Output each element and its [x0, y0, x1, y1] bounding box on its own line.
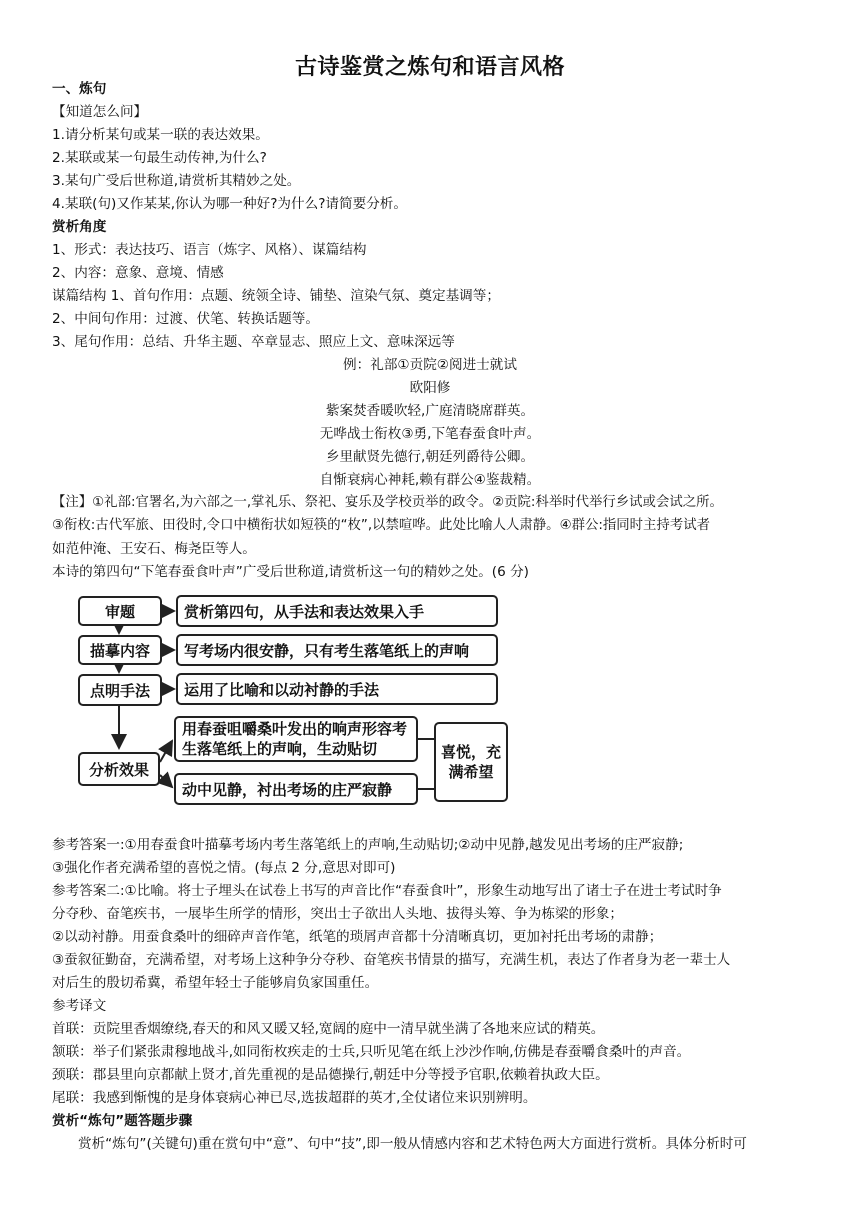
step-shenti: 审题 [78, 596, 162, 626]
step-dianming-text: 运用了比喻和以动衬静的手法 [176, 673, 498, 705]
poem-line-4: 自惭衰病心神耗,赖有群公④鉴裁精。 [319, 472, 541, 488]
question-1: 1.请分析某句或某一联的表达效果。 [52, 127, 269, 143]
question-3: 3.某句广受后世称道,请赏析其精妙之处。 [52, 173, 301, 189]
step-miaomo: 描摹内容 [78, 635, 162, 665]
arrow-effect2 [160, 775, 172, 787]
poem-title: 例：礼部①贡院②阅进士就试 [343, 357, 517, 373]
answer-2-line-3: ②以动衬静。用蚕食桑叶的细碎声音作笔，纸笔的琐屑声音都十分清晰真切，更加衬托出考场的肃静； [52, 929, 663, 945]
subheading: 【知道怎么问】 [52, 104, 148, 120]
translation-heading: 参考译文 [52, 998, 107, 1014]
question-4: 4.某联(句)又作某某,你认为哪一种好?为什么?请简要分析。 [52, 196, 407, 212]
step-miaomo-text: 写考场内很安静，只有考生落笔纸上的声响 [176, 634, 498, 666]
result-box: 喜悦，充满希望 [434, 722, 508, 802]
answer-1-line-2: ③强化作者充满希望的喜悦之情。(每点 2 分,意思对即可) [52, 860, 396, 876]
angle-heading: 赏析角度 [52, 219, 107, 235]
step-shenti-text: 赏析第四句，从手法和表达效果入手 [176, 595, 498, 627]
angle-content: 2、内容：意象、意境、情感 [52, 265, 224, 281]
answer-2-line-5: 对后生的殷切希冀，希望年轻士子能够肩负家国重任。 [52, 975, 379, 991]
step-dianming: 点明手法 [78, 674, 162, 706]
question-2: 2.某联或某一句最生动传神,为什么? [52, 150, 267, 166]
note-line-2: ③衔枚:古代军旅、田役时,令口中横衔状如短筷的“枚”,以禁喧哗。此处比喻人人肃静。④群公:指同时主持考试者 [52, 518, 710, 533]
translation-shoulian: 首联：贡院里香烟缭绕,春天的和风又暖又轻,宽阔的庭中一清早就坐满了各地来应试的精英。 [52, 1021, 605, 1037]
poem-line-2: 无哗战士衔枚③勇,下笔春蚕食叶声。 [319, 426, 541, 442]
step-fenxi: 分析效果 [78, 752, 160, 786]
structure-first: 谋篇结构 1、首句作用：点题、统领全诗、铺垫、渲染气氛、奠定基调等； [52, 288, 500, 304]
question-prompt: 本诗的第四句“下笔春蚕食叶声”广受后世称道,请赏析这一句的精妙之处。(6 分) [52, 564, 529, 580]
note-line-3: 如范仲淹、王安石、梅尧臣等人。 [52, 541, 256, 557]
poem-author: 欧阳修 [409, 380, 451, 396]
answer-1-line-1: 参考答案一:①用春蚕食叶描摹考场内考生落笔纸上的声响,生动贴切;②动中见静,越发见出考场的庄严寂静; [52, 837, 684, 853]
translation-hanlian: 颔联：举子们紧张肃穆地战斗,如同衔枚疾走的士兵,只听见笔在纸上沙沙作响,仿佛是春蚕嚼食桑叶的声音。 [52, 1044, 691, 1060]
answer-2-line-2: 分夺秒、奋笔疾书，一展毕生所学的情形，突出士子欲出人头地、拔得头筹、争为栋梁的形象； [52, 906, 623, 922]
section-heading: 一、炼句 [52, 81, 107, 97]
structure-middle: 2、中间句作用：过渡、伏笔、转换话题等。 [52, 311, 319, 327]
effect-1: 用春蚕咀嚼桑叶发出的响声形容考生落笔纸上的声响，生动贴切 [174, 716, 418, 762]
poem-line-3: 乡里献贤先德行,朝廷列爵待公卿。 [325, 449, 535, 465]
arrow-effect1 [160, 741, 172, 762]
translation-jinglian: 颈联：郡县里向京都献上贤才,首先重视的是品德操行,朝廷中分等授予官职,依赖着执政大臣。 [52, 1067, 609, 1083]
note-line-1: 【注】①礼部:官署名,为六部之一,掌礼乐、祭祀、宴乐及学校贡举的政令。②贡院:科举时代举行乡试或会试之所。 [52, 495, 723, 510]
answer-2-line-1: 参考答案二:①比喻。将士子埋头在试卷上书写的声音比作“春蚕食叶”，形象生动地写出了诸士子在进士考试时争 [52, 883, 722, 899]
structure-last: 3、尾句作用：总结、升华主题、卒章显志、照应上文、意味深远等 [52, 334, 455, 350]
angle-form: 1、形式：表达技巧、语言（炼字、风格）、谋篇结构 [52, 242, 367, 258]
page-title: 古诗鉴赏之炼句和语言风格 [294, 55, 565, 80]
poem-line-1: 紫案焚香暖吹轻,广庭清晓席群英。 [325, 403, 535, 419]
steps-paragraph: 赏析“炼句”(关键句)重在赏句中“意”、句中“技”,即一般从情感内容和艺术特色两大方面进行赏析。具体分析时可 [78, 1136, 747, 1152]
translation-weilian: 尾联：我感到惭愧的是身体衰病心神已尽,选拔超群的英才,全仗诸位来识别辨明。 [52, 1090, 537, 1106]
effect-2: 动中见静，衬出考场的庄严寂静 [174, 773, 418, 805]
answer-2-line-4: ③蚕叙征勤奋，充满希望，对考场上这种争分夺秒、奋笔疾书情景的描写，充满生机，表达了作者身为老一辈士人 [52, 952, 731, 968]
steps-heading: 赏析“炼句”题答题步骤 [52, 1113, 193, 1129]
